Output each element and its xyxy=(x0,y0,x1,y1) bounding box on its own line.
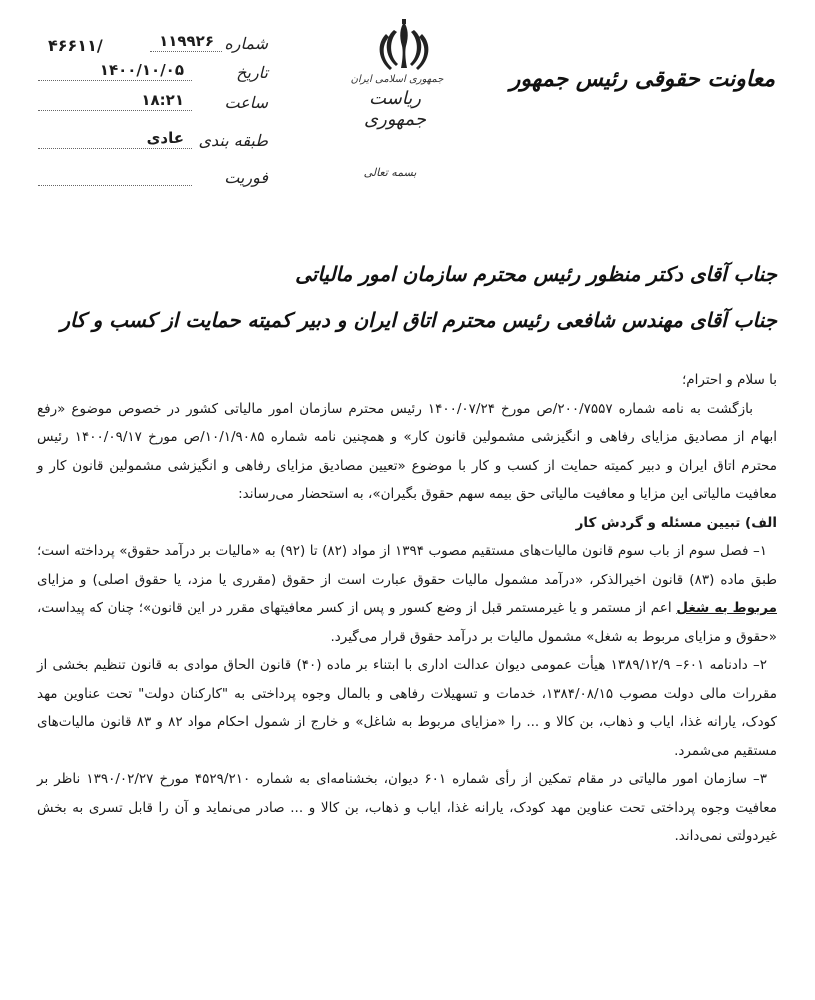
meta-time-row xyxy=(38,91,268,113)
meta-classification-value: عادی xyxy=(146,128,184,147)
section-a-heading: الف) تبیین مسئله و گردش کار xyxy=(575,514,777,531)
addressee-2 xyxy=(32,308,777,332)
meta-classification-row xyxy=(38,129,268,151)
org-subtitle: جمهوری اسلامی ایران xyxy=(350,74,444,85)
org-name: ریاست جمهوری xyxy=(364,88,426,130)
meta-classification-line xyxy=(38,128,192,149)
meta-date-label: تاریخ xyxy=(236,62,268,82)
addressee-2-title: رئیس محترم اتاق ایران و دبیر کمیته حمایت از کسب و کار xyxy=(60,308,550,332)
meta-time-label: ساعت xyxy=(224,92,268,112)
letter-body xyxy=(37,366,777,851)
reference-number: ۴۶۶۱۱/ xyxy=(48,36,103,55)
bismillah: بسمه تعالی xyxy=(363,166,417,179)
addressee-1-title: رئیس محترم سازمان امور مالیاتی xyxy=(295,262,581,286)
meta-time-value: ۱۸:۲۱ xyxy=(141,90,184,109)
item-1 xyxy=(37,537,777,651)
office-title: معاونت حقوقی رئیس جمهور xyxy=(509,66,775,92)
meta-priority-label: فوریت xyxy=(224,167,268,187)
meta-number-line xyxy=(150,31,222,52)
item-3: ۳– سازمان امور مالیاتی در مقام تمکین از رأی شماره ۶۰۱ دیوان، بخشنامه‌ای به شماره ۴۵۲۹/۲۱۰ مورخ ۱۳۹۰/۰۲/۲۷ ناظر بر معافیت وجوه پرداختی تحت عناوین مهد کودک، یارانه غذا، ایاب و ذهاب، بن کالا و ... صادر می‌نماید و آن را قابل تسری به بخش غیردولتی نمی‌داند. xyxy=(37,771,777,844)
meta-date-row xyxy=(38,61,268,83)
meta-time-line xyxy=(38,90,192,111)
item-2: ۲– دادنامه ۶۰۱– ۱۳۸۹/۱۲/۹ هیأت عمومی دیوان عدالت اداری با ابتناء بر ماده (۴۰) قانون الحاق موادی به قانون تنظیم بخشی از مقررات مالی دولت مصوب ۱۳۸۴/۰۸/۱۵، خدمات و تسهیلات رفاهی و بالمال وجوه پرداختی به "کارکنان دولت" تحت عناوین مهد کودک، یارانه غذا، ایاب و ذهاب، بن کالا و ... را «مزایای مربوط به شاغل» و خارج از شمول احکام مواد ۸۲ و ۸۳ قانون مالیات‌های مستقیم می‌شمرد. xyxy=(37,657,777,759)
meta-number-label: شماره xyxy=(224,33,268,53)
addressee-2-name: جناب آقای مهندس شافعی xyxy=(556,308,777,332)
addressee-1-name: جناب آقای دکتر منظور xyxy=(587,262,777,286)
meta-classification-label: طبقه بندی xyxy=(198,130,268,150)
addressee-1 xyxy=(267,262,777,286)
greeting: با سلام و احترام؛ xyxy=(681,372,777,388)
item-1-text-a: ۱– فصل سوم از باب سوم قانون مالیات‌های مستقیم مصوب ۱۳۹۴ از مواد (۸۲) تا (۹۲) به «مالیات بر درآمد حقوق» پرداخته است؛ طبق ماده (۸۳) قانون اخیرالذکر، «درآمد مشمول مالیات حقوق عبارت است از حقوق (مقرری یا مزد، یا حقوق اصلی) و مزایای xyxy=(37,543,777,588)
item-1-text-b: اعم از مستمر و یا غیرمستمر قبل از وضع کسور و پس از کسر معافیتهای مقرر در این قانون»؛ چنان که پیداست، «حقوق و مزایای مربوط به شغل» مشمول مالیات بر درآمد حقوق قرار می‌گیرد. xyxy=(37,600,777,645)
meta-date-line xyxy=(38,60,192,81)
meta-number-value: ۱۱۹۹۲۶ xyxy=(159,31,214,50)
meta-priority-line xyxy=(38,169,192,186)
item-1-underlined: مربوط به شغل xyxy=(676,600,777,616)
meta-priority-row xyxy=(38,166,268,188)
meta-date-value: ۱۴۰۰/۱۰/۰۵ xyxy=(99,60,184,79)
iran-emblem-icon xyxy=(372,18,436,74)
intro-paragraph: بازگشت به نامه شماره ۲۰۰/۷۵۵۷/ص مورخ ۱۴۰۰/۰۷/۲۴ رئیس محترم سازمان امور مالیاتی کشور در خصوص موضوع «رفع ابهام از مصادیق مزایای رفاهی و انگیزشی مشمولین قانون کار» و همچنین نامه شماره ۱۰/۱/۹۰۸۵/ص مورخ ۱۴۰۰/۰۹/۱۷ رئیس محترم اتاق ایران و دبیر کمیته حمایت از کسب و کار با موضوع «تعیین مصادیق مزایای رفاهی و انگیزشی مشمولین قانون کار و معافیت مالیاتی این مزایا و معافیت مالیاتی حق بیمه سهم حقوق بگیران»، به استحضار می‌رساند: xyxy=(37,400,777,502)
meta-number-row xyxy=(150,32,268,54)
